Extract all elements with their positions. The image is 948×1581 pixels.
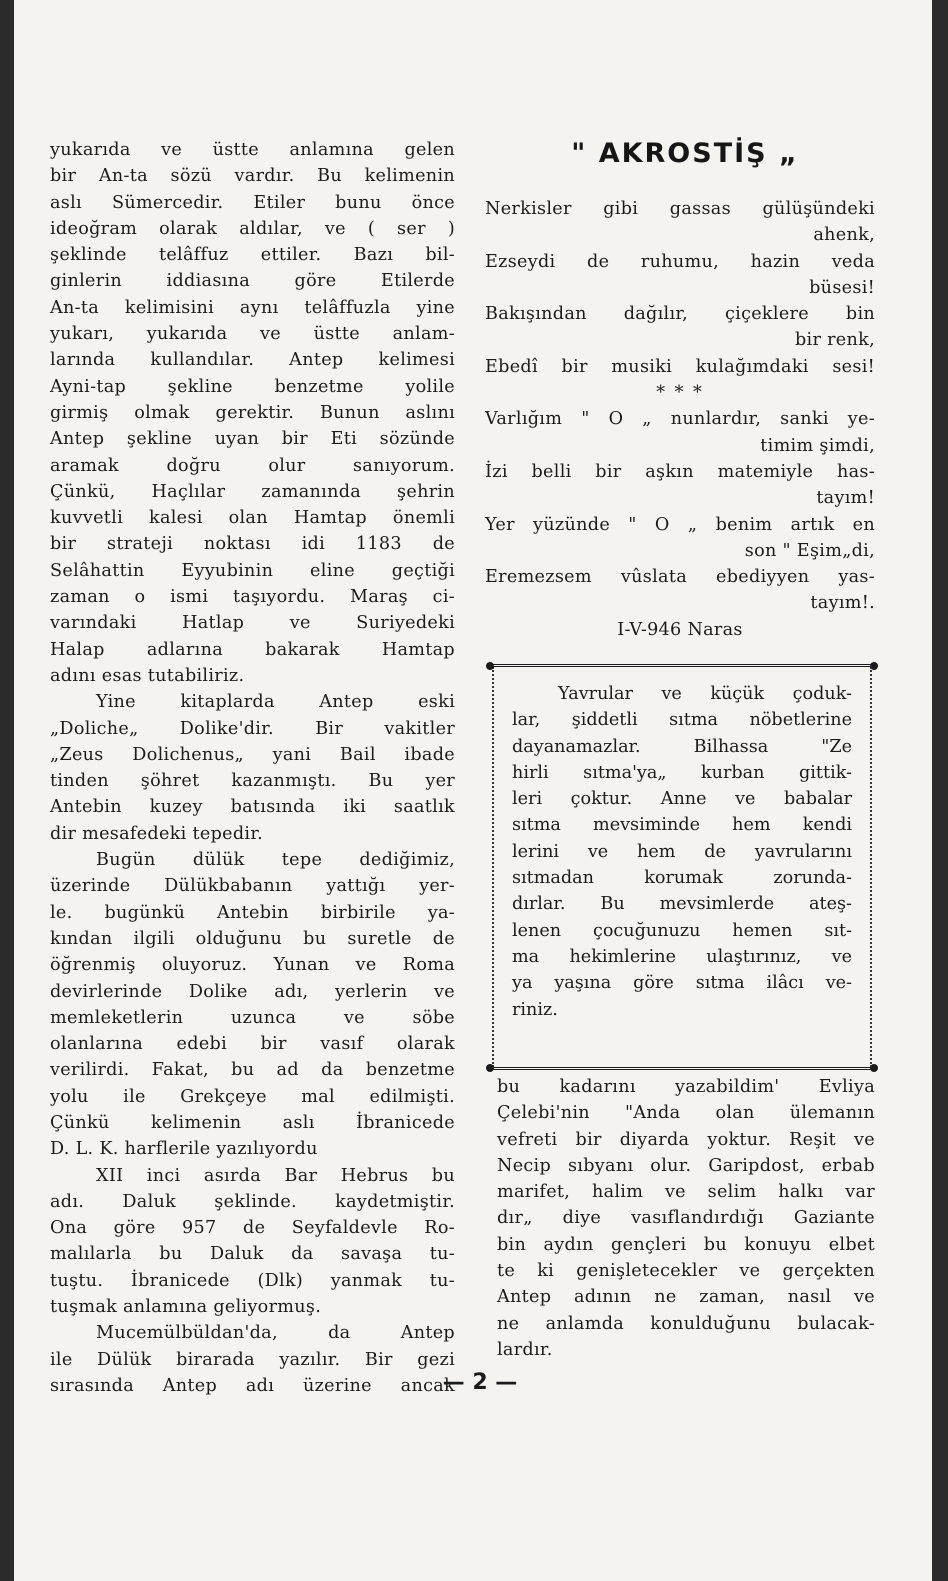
box-line-13: riniz.	[512, 999, 558, 1020]
left-line-18: zaman o ismi taşıyordu. Maraş ci-	[50, 587, 455, 608]
left-line-32: öğrenmiş oluyoruz. Yunan ve Roma	[50, 955, 455, 976]
left-line-19: varındaki Hatlap ve Suriyedeki	[50, 613, 455, 634]
poem-signature: I-V-946 Naras	[617, 619, 743, 640]
right-line-6: dır„ diye vasıflandırdığı Gaziante	[497, 1208, 875, 1229]
right-line-9: Antep adının ne zaman, nasıl ve	[497, 1287, 875, 1308]
left-line-37: yolu ile Grekçeye mal edilmişti.	[50, 1086, 455, 1107]
box-line-11: ma hekimlerine ulaştırınız, ve	[512, 946, 852, 967]
left-line-5: şeklinde telâffuz ettiler. Bazı bil-	[50, 245, 455, 266]
left-column	[50, 137, 455, 1399]
malaria-notice-box	[490, 664, 874, 1070]
box-line-2: lar, şiddetli sıtma nöbetlerine	[512, 710, 852, 731]
left-line-41: adı. Daluk şeklinde. kaydetmiştir.	[50, 1191, 455, 1212]
left-line-42: Ona göre 957 de Seyfaldevle Ro-	[50, 1218, 455, 1239]
right-line-1: bu kadarını yazabildim' Evliya	[497, 1077, 875, 1097]
right-line-4: Necip sıbyanı olur. Garipdost, erbab	[497, 1155, 875, 1176]
right-line-11: lardır.	[497, 1339, 553, 1360]
poem-line-5: Bakışından dağılır, çiçeklere bin	[485, 304, 875, 325]
right-line-2: Çelebi'nin "Anda olan ülemanın	[497, 1103, 875, 1124]
box-corner-dot-br	[870, 1064, 878, 1072]
box-line-10: lenen çocuğunuzu hemen sıt-	[512, 920, 852, 941]
poem-line-1: Nerkisler gibi gassas gülüşündeki	[485, 199, 875, 219]
left-line-16: bir strateji noktası idi 1183 de	[50, 534, 455, 555]
box-line-9: dırlar. Bu mevsimlerde ateş-	[512, 894, 852, 915]
poem-line-9: timim şimdi,	[760, 435, 875, 456]
right-line-7: bin aydın gençleri bu konuyu elbet	[497, 1234, 875, 1255]
malaria-notice-text	[512, 681, 852, 1023]
poem-block	[485, 196, 875, 643]
left-line-25: tinden şöhret kazanmıştı. Bu yer	[50, 771, 455, 792]
left-line-2: bir An-ta sözü vardır. Bu kelimenin	[50, 166, 455, 187]
left-line-46: Mucemülbüldan'da, da Antep	[96, 1323, 455, 1344]
right-line-3: vefreti bir diyarda yoktur. Reşit ve	[497, 1129, 875, 1150]
box-line-5: leri çoktur. Anne ve babalar	[512, 789, 852, 810]
left-line-21: adını esas tutabiliriz.	[50, 665, 245, 686]
left-line-13: aramak doğru olur sanıyorum.	[50, 455, 455, 476]
left-line-35: olanlarına edebi bir vasıf olarak	[50, 1034, 455, 1055]
right-line-5: marifet, halim ve selim halkı var	[497, 1182, 875, 1203]
left-line-47: ile Dülük birarada yazılır. Bir gezi	[50, 1349, 455, 1370]
left-line-7: An-ta kelimisini aynı telâffuzla yine	[50, 297, 455, 318]
left-line-3: aslı Sümercedir. Etiler bunu önce	[50, 192, 455, 213]
poem-line-3: Ezseydi de ruhumu, hazin veda	[485, 251, 875, 272]
poem-line-8: Varlığım " O „ nunlardır, sanki ye-	[485, 409, 875, 430]
box-line-4: hirli sıtma'ya„ kurban gittik-	[512, 762, 852, 783]
left-line-20: Halap adlarına bakarak Hamtap	[50, 639, 455, 660]
right-column-continuation	[497, 1074, 875, 1363]
left-line-12: Antep şekline uyan bir Eti sözünde	[50, 429, 455, 450]
left-line-26: Antebin kuzey batısında iki saatlık	[50, 797, 455, 818]
poem-line-15: tayım!.	[810, 593, 875, 614]
left-line-28: Bugün dülük tepe dediğimiz,	[96, 850, 455, 871]
poem-line-13: son " Eşim„di,	[744, 540, 875, 561]
box-corner-dot-tl	[486, 662, 494, 670]
poem-line-2: ahenk,	[813, 225, 875, 246]
left-line-31: kından ilgili olduğunu bu suretle de	[50, 928, 455, 949]
left-line-45: tuşmak anlamına geliyormuş.	[50, 1297, 322, 1318]
poem-line-6: bir renk,	[795, 330, 875, 351]
left-line-11: girmiş olmak gerektir. Bunun aslını	[50, 402, 455, 423]
box-line-1: Yavrular ve küçük çoduk-	[558, 684, 852, 704]
stanza-separator: * * *	[656, 383, 704, 404]
poem-line-12: Yer yüzünde " O „ benim artık en	[485, 514, 875, 535]
scan-edge-left	[0, 0, 14, 1581]
left-line-15: kuvvetli kalesi olan Hamtap önemli	[50, 508, 455, 529]
left-line-10: Ayni-tap şekline benzetme yolile	[50, 376, 455, 397]
box-corner-dot-tr	[870, 662, 878, 670]
left-line-4: ideoğram olarak aldılar, ve ( ser )	[50, 218, 455, 239]
poem-line-14: Eremezsem vûslata ebediyyen yas-	[485, 567, 875, 588]
left-line-6: ginlerin iddiasına göre Etilerde	[50, 271, 455, 292]
right-line-10: ne anlamda konulduğunu bulacak-	[497, 1313, 875, 1334]
box-line-6: sıtma mevsiminde hem kendi	[512, 815, 852, 836]
left-line-29: üzerinde Dülükbabanın yattığı yer-	[50, 876, 455, 897]
left-line-17: Selâhattin Eyyubinin eline geçtiği	[50, 560, 455, 581]
left-line-38: Çünkü kelimenin aslı İbranicede	[50, 1112, 455, 1133]
poem-line-10: İzi belli bir aşkın matemiyle has-	[485, 461, 875, 482]
poem-title: " AKROSTİŞ „	[571, 138, 799, 169]
right-line-8: te ki genişletecekler ve gerçekten	[497, 1261, 875, 1282]
box-line-3: dayanamazlar. Bilhassa "Ze	[512, 736, 852, 757]
left-line-43: malılarla bu Daluk da savaşa tu-	[50, 1244, 455, 1265]
left-line-39: D. L. K. harflerile yazılıyordu	[50, 1139, 318, 1160]
poem-line-7: Ebedî bir musiki kulağımdaki sesi!	[485, 356, 875, 377]
left-line-48: sırasında Antep adı üzerine ancak	[50, 1375, 455, 1396]
box-line-7: lerini ve hem de yavrularını	[512, 841, 852, 862]
left-line-34: memleketlerin uzunca ve söbe	[50, 1007, 455, 1028]
scan-edge-right	[932, 0, 948, 1581]
left-line-24: „Zeus Dolichenus„ yani Bail ibade	[50, 744, 455, 765]
left-line-30: le. bugünkü Antebin birbirile ya-	[50, 902, 455, 923]
left-line-14: Çünkü, Haçlılar zamanında şehrin	[50, 481, 455, 502]
page-number: — 2 —	[442, 1370, 518, 1395]
poem-line-11: tayım!	[816, 488, 875, 509]
left-line-27: dir mesafedeki tepedir.	[50, 823, 263, 844]
left-line-22: Yine kitaplarda Antep eski	[96, 692, 455, 713]
box-line-12: ya yaşına göre sıtma ilâcı ve-	[512, 973, 852, 994]
box-line-8: sıtmadan korumak zorunda-	[512, 868, 852, 889]
left-line-8: yukarı, yukarıda ve üstte anlam-	[50, 324, 455, 345]
poem-line-4: büsesi!	[809, 277, 875, 298]
left-line-40: XII inci asırda Bar Hebrus bu	[96, 1165, 455, 1186]
left-line-44: tuştu. İbranicede (Dlk) yanmak tu-	[50, 1270, 455, 1291]
left-line-23: „Doliche„ Dolike'dir. Bir vakitler	[50, 718, 455, 739]
left-line-9: larında kullandılar. Antep kelimesi	[50, 350, 455, 371]
box-corner-dot-bl	[486, 1064, 494, 1072]
left-line-1: yukarıda ve üstte anlamına gelen	[50, 140, 455, 160]
left-line-36: verilirdi. Fakat, bu ad da benzetme	[50, 1060, 455, 1081]
left-line-33: devirlerinde Dolike adı, yerlerin ve	[50, 981, 455, 1002]
